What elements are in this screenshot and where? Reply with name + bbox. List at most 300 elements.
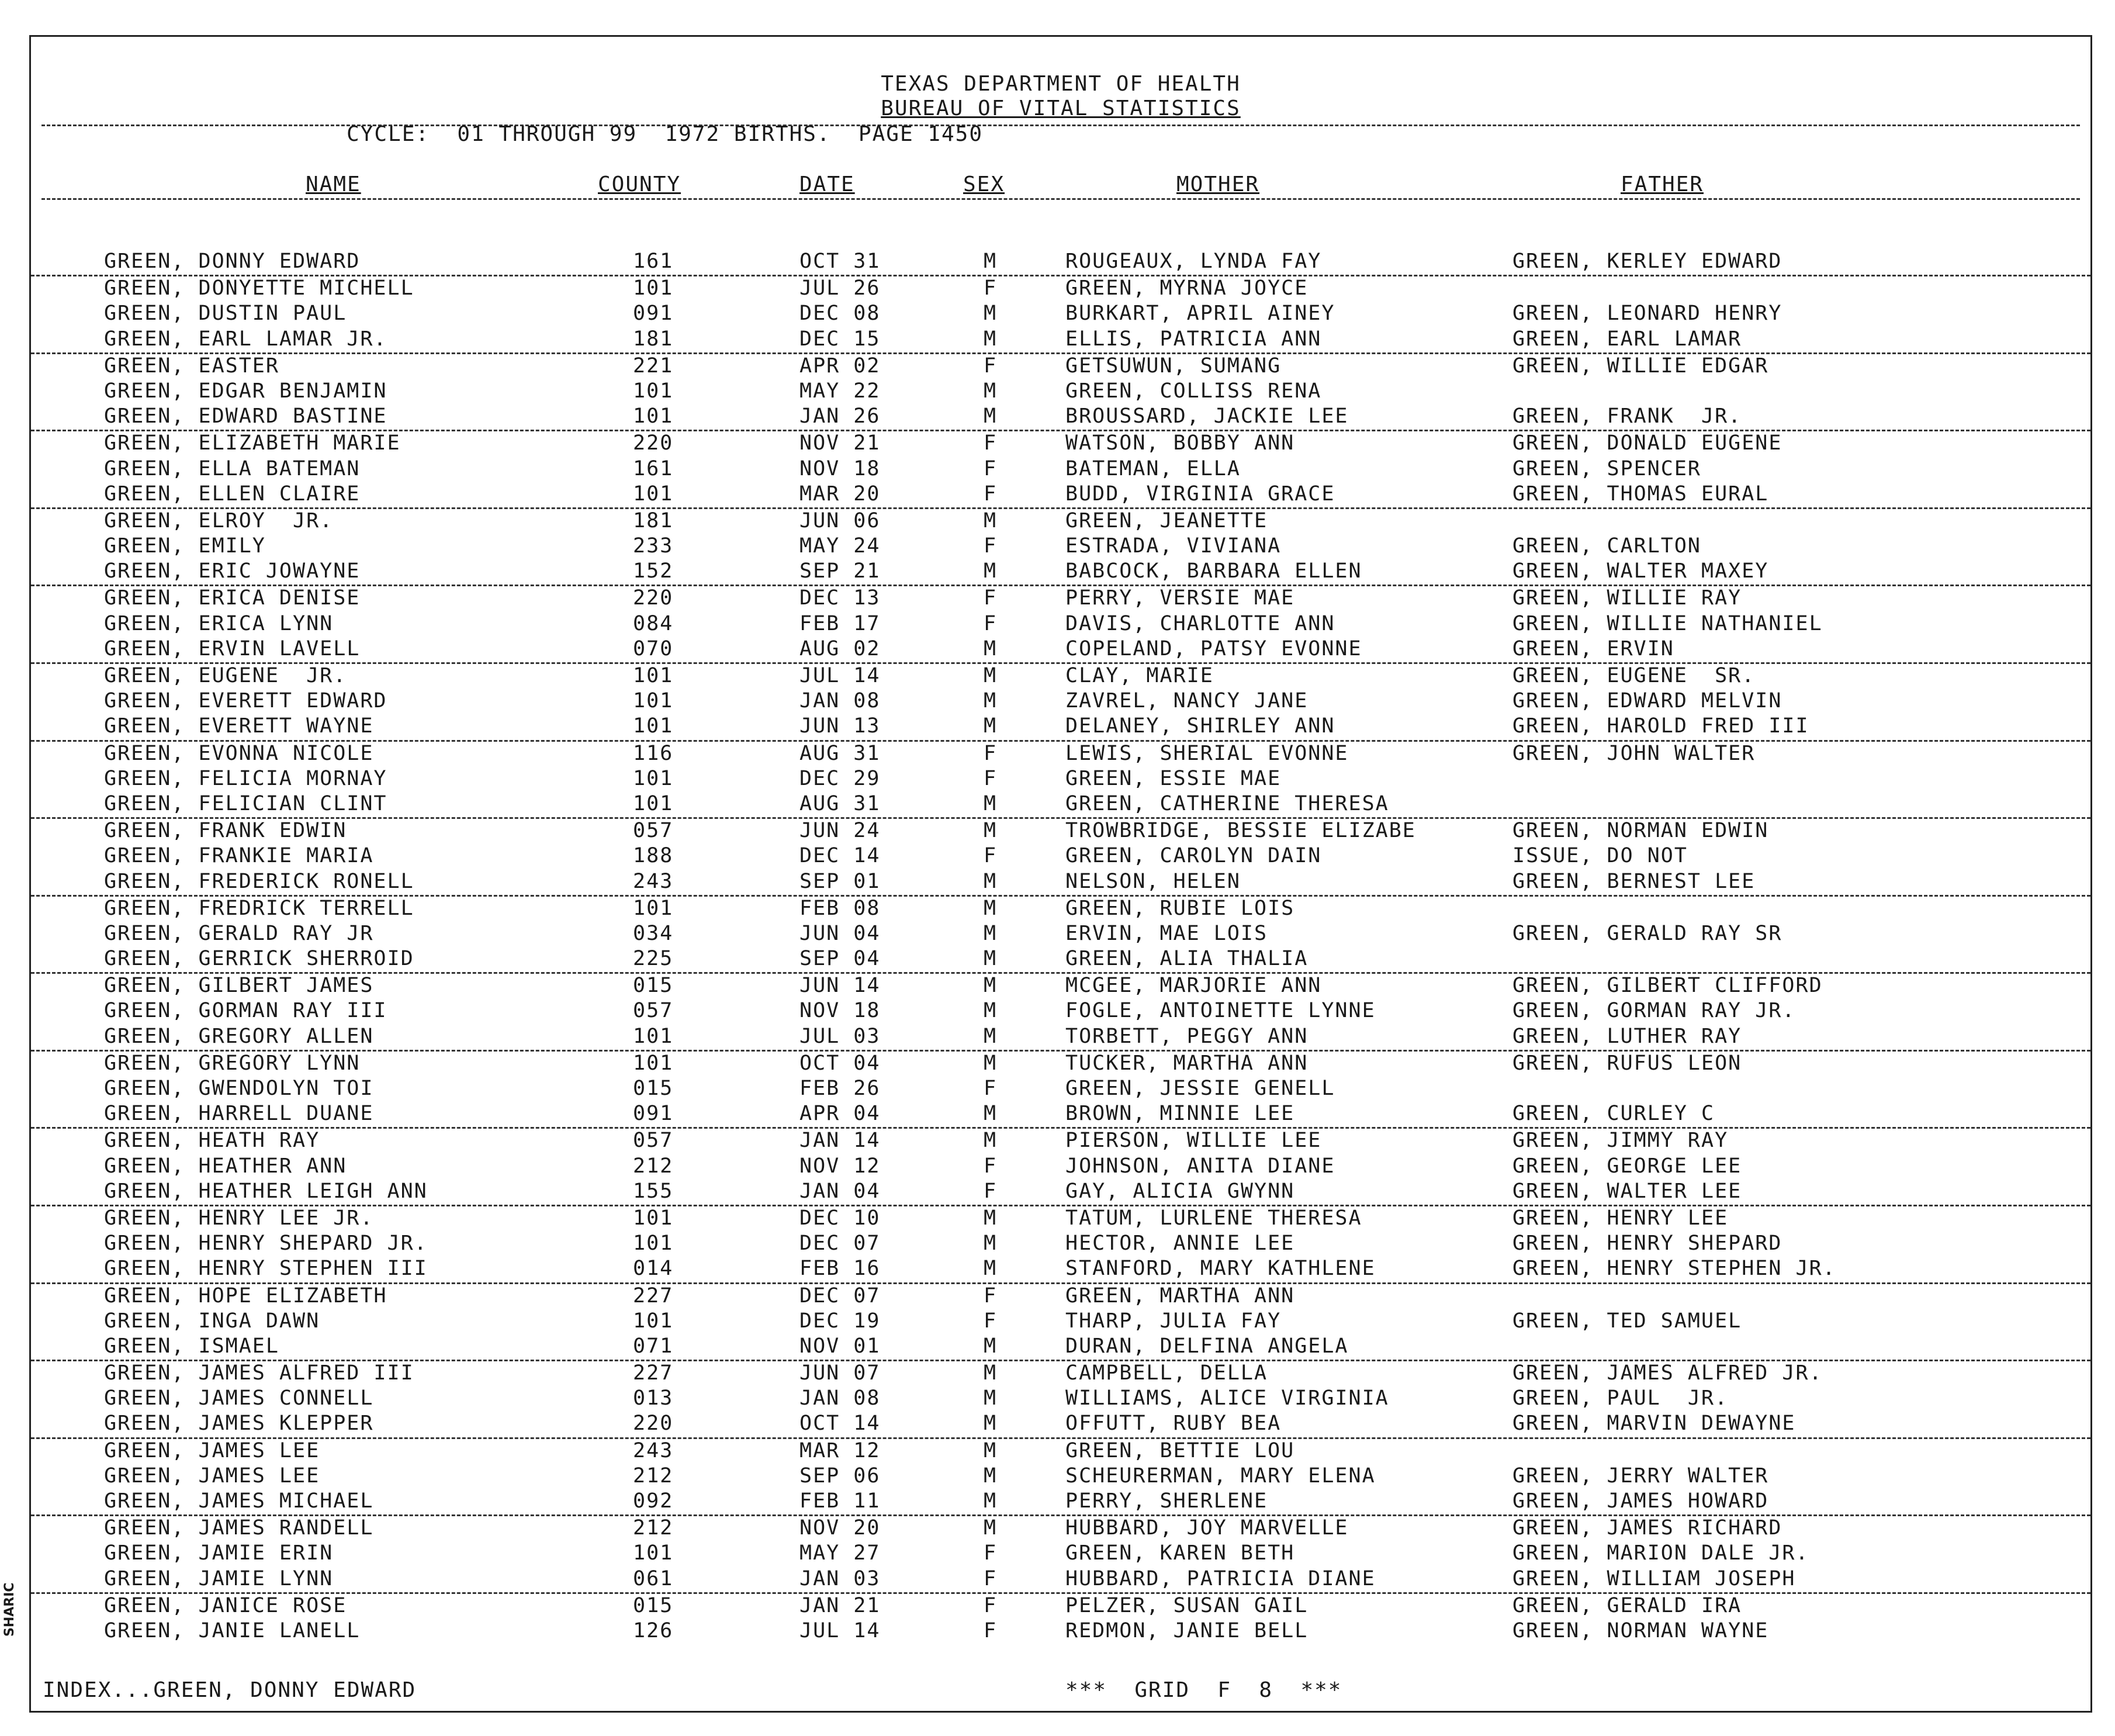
record-county: 101 — [633, 482, 674, 506]
record-sex: M — [984, 664, 998, 687]
record-row — [31, 302, 2090, 327]
record-date: NOV 18 — [799, 457, 881, 480]
record-name: GREEN, ERICA LYNN — [104, 611, 334, 635]
record-row — [31, 1257, 2090, 1284]
record-mother: GREEN, ALIA THALIA — [1065, 947, 1309, 971]
record-name: GREEN, EDWARD BASTINE — [104, 404, 387, 428]
record-sex: M — [984, 819, 998, 843]
record-mother: TATUM, LURLENE THERESA — [1065, 1206, 1362, 1230]
record-mother: TROWBRIDGE, BESSIE ELIZABE — [1065, 819, 1416, 843]
record-mother: DURAN, DELFINA ANGELA — [1065, 1334, 1349, 1358]
record-mother: HUBBARD, PATRICIA DIANE — [1065, 1566, 1376, 1590]
record-row — [31, 1361, 2090, 1386]
record-county: 101 — [633, 766, 674, 790]
record-father: GREEN, JIMMY RAY — [1512, 1129, 1729, 1153]
record-county: 233 — [633, 534, 674, 558]
record-father: GREEN, HENRY STEPHEN JR. — [1512, 1257, 1836, 1281]
record-date: MAY 27 — [799, 1541, 881, 1565]
record-county: 057 — [633, 819, 674, 843]
record-sex: F — [984, 1541, 998, 1565]
record-name: GREEN, HENRY STEPHEN III — [104, 1257, 428, 1281]
record-county: 243 — [633, 1438, 674, 1462]
record-mother: GREEN, MARTHA ANN — [1065, 1284, 1295, 1308]
record-name: GREEN, FELICIA MORNAY — [104, 766, 387, 790]
record-mother: GREEN, ESSIE MAE — [1065, 766, 1282, 790]
record-row — [31, 1594, 2090, 1619]
record-mother: GREEN, CATHERINE THERESA — [1065, 791, 1389, 815]
record-county: 084 — [633, 611, 674, 635]
record-row — [31, 1309, 2090, 1334]
record-mother: DELANEY, SHIRLEY ANN — [1065, 714, 1335, 738]
record-father: GREEN, JAMES HOWARD — [1512, 1489, 1769, 1513]
record-mother: COPELAND, PATSY EVONNE — [1065, 637, 1362, 660]
record-date: AUG 02 — [799, 637, 881, 660]
record-row — [31, 1154, 2090, 1180]
record-mother: GETSUWUN, SUMANG — [1065, 354, 1282, 378]
record-mother: TUCKER, MARTHA ANN — [1065, 1051, 1309, 1075]
record-sex: F — [984, 844, 998, 868]
record-name: GREEN, GILBERT JAMES — [104, 974, 374, 998]
record-date: JUL 03 — [799, 1024, 881, 1048]
record-father: ISSUE, DO NOT — [1512, 844, 1688, 868]
record-mother: WILLIAMS, ALICE VIRGINIA — [1065, 1386, 1389, 1410]
record-name: GREEN, EARL LAMAR JR. — [104, 327, 387, 351]
record-date: NOV 18 — [799, 999, 881, 1023]
record-county: 220 — [633, 431, 674, 455]
record-sex: M — [984, 559, 998, 583]
record-name: GREEN, GREGORY ALLEN — [104, 1024, 374, 1048]
record-county: 101 — [633, 379, 674, 403]
footer-grid: *** GRID F 8 *** — [1065, 1678, 1342, 1702]
record-mother: STANFORD, MARY KATHLENE — [1065, 1257, 1376, 1281]
record-row — [31, 767, 2090, 792]
record-name: GREEN, JAMES CONNELL — [104, 1386, 374, 1410]
record-name: GREEN, GWENDOLYN TOI — [104, 1077, 374, 1100]
record-sex: M — [984, 1257, 998, 1281]
record-father: GREEN, DONALD EUGENE — [1512, 431, 1782, 455]
record-father: GREEN, JERRY WALTER — [1512, 1464, 1769, 1488]
record-sex: F — [984, 1619, 998, 1642]
record-father: GREEN, HENRY SHEPARD — [1512, 1232, 1782, 1256]
record-sex: M — [984, 869, 998, 893]
record-sex: M — [984, 1232, 998, 1256]
record-county: 091 — [633, 302, 674, 326]
record-mother: GREEN, CAROLYN DAIN — [1065, 844, 1322, 868]
record-county: 101 — [633, 276, 674, 300]
record-sex: M — [984, 1129, 998, 1153]
record-sex: M — [984, 1464, 998, 1488]
record-name: GREEN, JAMES ALFRED III — [104, 1361, 414, 1385]
record-county: 034 — [633, 921, 674, 945]
record-row — [31, 947, 2090, 974]
column-header-mother: MOTHER — [1176, 172, 1260, 196]
record-sex: F — [984, 1566, 998, 1590]
record-county: 013 — [633, 1386, 674, 1410]
record-county: 092 — [633, 1489, 674, 1513]
record-name: GREEN, ERICA DENISE — [104, 586, 361, 610]
record-county: 101 — [633, 1541, 674, 1565]
record-sex: M — [984, 379, 998, 403]
record-sex: F — [984, 586, 998, 610]
record-row — [31, 534, 2090, 559]
record-mother: CLAY, MARIE — [1065, 664, 1214, 687]
record-name: GREEN, GERALD RAY JR — [104, 921, 374, 945]
record-name: GREEN, DONNY EDWARD — [104, 250, 361, 273]
record-mother: PELZER, SUSAN GAIL — [1065, 1593, 1309, 1617]
record-father: GREEN, TED SAMUEL — [1512, 1309, 1742, 1333]
record-row — [31, 276, 2090, 302]
record-mother: PERRY, SHERLENE — [1065, 1489, 1268, 1513]
record-sex: M — [984, 1334, 998, 1358]
record-name: GREEN, ERIC JOWAYNE — [104, 559, 361, 583]
record-name: GREEN, FRANK EDWIN — [104, 819, 347, 843]
record-sex: M — [984, 1412, 998, 1436]
record-father: GREEN, JAMES ALFRED JR. — [1512, 1361, 1823, 1385]
record-name: GREEN, JAMES RANDELL — [104, 1516, 374, 1540]
record-county: 161 — [633, 457, 674, 480]
record-county: 243 — [633, 869, 674, 893]
record-county: 015 — [633, 974, 674, 998]
record-row — [31, 1129, 2090, 1154]
record-father: GREEN, EUGENE SR. — [1512, 664, 1756, 687]
record-date: DEC 07 — [799, 1232, 881, 1256]
record-county: 212 — [633, 1516, 674, 1540]
record-county: 101 — [633, 714, 674, 738]
record-father: GREEN, WILLIE RAY — [1512, 586, 1742, 610]
record-date: SEP 04 — [799, 947, 881, 971]
record-row — [31, 1516, 2090, 1541]
record-sex: M — [984, 999, 998, 1023]
record-date: DEC 15 — [799, 327, 881, 351]
record-county: 057 — [633, 999, 674, 1023]
record-name: GREEN, ISMAEL — [104, 1334, 279, 1358]
record-date: FEB 26 — [799, 1077, 881, 1100]
record-name: GREEN, HENRY LEE JR. — [104, 1206, 374, 1230]
record-name: GREEN, FREDRICK TERRELL — [104, 896, 414, 920]
record-row — [31, 1464, 2090, 1489]
record-county: 101 — [633, 664, 674, 687]
record-county: 101 — [633, 1024, 674, 1048]
record-row — [31, 1386, 2090, 1412]
record-sex: M — [984, 509, 998, 532]
record-date: APR 02 — [799, 354, 881, 378]
record-sex: F — [984, 1593, 998, 1617]
record-name: GREEN, JAMIE LYNN — [104, 1566, 334, 1590]
record-sex: M — [984, 1024, 998, 1048]
record-father: GREEN, WALTER MAXEY — [1512, 559, 1769, 583]
record-row — [31, 250, 2090, 276]
record-sex: M — [984, 714, 998, 738]
record-county: 227 — [633, 1284, 674, 1308]
record-date: JAN 04 — [799, 1179, 881, 1203]
record-row — [31, 1232, 2090, 1257]
record-date: JUN 14 — [799, 974, 881, 998]
record-row — [31, 1102, 2090, 1129]
record-date: DEC 08 — [799, 302, 881, 326]
record-date: OCT 04 — [799, 1051, 881, 1075]
record-mother: BROUSSARD, JACKIE LEE — [1065, 404, 1349, 428]
record-row — [31, 457, 2090, 482]
record-father: GREEN, HENRY LEE — [1512, 1206, 1729, 1230]
record-name: GREEN, INGA DAWN — [104, 1309, 320, 1333]
record-date: FEB 08 — [799, 896, 881, 920]
record-father: GREEN, HAROLD FRED III — [1512, 714, 1809, 738]
record-sex: M — [984, 1489, 998, 1513]
record-mother: GREEN, JESSIE GENELL — [1065, 1077, 1335, 1100]
record-date: SEP 06 — [799, 1464, 881, 1488]
record-row — [31, 1284, 2090, 1309]
record-county: 071 — [633, 1334, 674, 1358]
column-header-county: COUNTY — [598, 172, 681, 196]
record-row — [31, 999, 2090, 1024]
record-name: GREEN, ELROY JR. — [104, 509, 334, 532]
record-date: NOV 21 — [799, 431, 881, 455]
record-father: GREEN, GERALD IRA — [1512, 1593, 1742, 1617]
record-county: 116 — [633, 741, 674, 765]
record-county: 220 — [633, 1412, 674, 1436]
record-date: JUN 04 — [799, 921, 881, 945]
record-date: MAY 24 — [799, 534, 881, 558]
record-row — [31, 354, 2090, 379]
record-mother: GREEN, JEANETTE — [1065, 509, 1268, 532]
record-name: GREEN, HENRY SHEPARD JR. — [104, 1232, 428, 1256]
record-mother: OFFUTT, RUBY BEA — [1065, 1412, 1282, 1436]
record-row — [31, 1180, 2090, 1206]
record-name: GREEN, JANIE LANELL — [104, 1619, 361, 1642]
record-county: 101 — [633, 1232, 674, 1256]
record-row — [31, 637, 2090, 664]
record-father: GREEN, ERVIN — [1512, 637, 1674, 660]
record-father: GREEN, BERNEST LEE — [1512, 869, 1756, 893]
record-name: GREEN, EUGENE JR. — [104, 664, 347, 687]
record-county: 181 — [633, 327, 674, 351]
record-father: GREEN, MARVIN DEWAYNE — [1512, 1412, 1796, 1436]
record-date: NOV 01 — [799, 1334, 881, 1358]
record-row — [31, 870, 2090, 897]
record-father: GREEN, SPENCER — [1512, 457, 1702, 480]
record-mother: ZAVREL, NANCY JANE — [1065, 689, 1309, 713]
record-row — [31, 689, 2090, 714]
record-sex: F — [984, 431, 998, 455]
record-mother: GREEN, BETTIE LOU — [1065, 1438, 1295, 1462]
record-date: JAN 08 — [799, 1386, 881, 1410]
record-county: 015 — [633, 1077, 674, 1100]
record-mother: LEWIS, SHERIAL EVONNE — [1065, 741, 1349, 765]
record-father: GREEN, EARL LAMAR — [1512, 327, 1742, 351]
record-date: DEC 13 — [799, 586, 881, 610]
record-sex: M — [984, 1361, 998, 1385]
record-sex: M — [984, 1438, 998, 1462]
record-county: 212 — [633, 1154, 674, 1178]
record-row — [31, 897, 2090, 922]
record-mother: CAMPBELL, DELLA — [1065, 1361, 1268, 1385]
record-mother: MCGEE, MARJORIE ANN — [1065, 974, 1322, 998]
record-mother: HECTOR, ANNIE LEE — [1065, 1232, 1295, 1256]
record-father: GREEN, GERALD RAY SR — [1512, 921, 1782, 945]
record-father: GREEN, GEORGE LEE — [1512, 1154, 1742, 1178]
record-mother: PERRY, VERSIE MAE — [1065, 586, 1295, 610]
record-sex: M — [984, 404, 998, 428]
bureau-title: BUREAU OF VITAL STATISTICS — [881, 96, 1241, 120]
record-row — [31, 1412, 2090, 1438]
record-county: 221 — [633, 354, 674, 378]
record-mother: ELLIS, PATRICIA ANN — [1065, 327, 1322, 351]
record-county: 212 — [633, 1464, 674, 1488]
record-sex: F — [984, 276, 998, 300]
record-sex: M — [984, 791, 998, 815]
record-date: DEC 14 — [799, 844, 881, 868]
record-sex: F — [984, 457, 998, 480]
record-name: GREEN, DUSTIN PAUL — [104, 302, 347, 326]
record-name: GREEN, EVERETT WAYNE — [104, 714, 374, 738]
record-father: GREEN, KERLEY EDWARD — [1512, 250, 1782, 273]
record-father: GREEN, LUTHER RAY — [1512, 1024, 1742, 1048]
record-county: 061 — [633, 1566, 674, 1590]
record-county: 227 — [633, 1361, 674, 1385]
column-header-name: NAME — [306, 172, 361, 196]
record-name: GREEN, EASTER — [104, 354, 279, 378]
record-name: GREEN, GORMAN RAY III — [104, 999, 387, 1023]
record-mother: GREEN, MYRNA JOYCE — [1065, 276, 1309, 300]
record-row — [31, 612, 2090, 637]
record-father: GREEN, RUFUS LEON — [1512, 1051, 1742, 1075]
cycle-line: CYCLE: 01 THROUGH 99 1972 BIRTHS. PAGE 1450 — [347, 122, 983, 146]
record-row — [31, 742, 2090, 767]
record-sex: M — [984, 1516, 998, 1540]
record-father: GREEN, JAMES RICHARD — [1512, 1516, 1782, 1540]
record-row — [31, 1567, 2090, 1594]
record-father: GREEN, EDWARD MELVIN — [1512, 689, 1782, 713]
record-row — [31, 1541, 2090, 1566]
record-sex: M — [984, 689, 998, 713]
record-name: GREEN, HEATHER LEIGH ANN — [104, 1179, 428, 1203]
record-mother: PIERSON, WILLIE LEE — [1065, 1129, 1322, 1153]
record-sex: F — [984, 1154, 998, 1178]
record-name: GREEN, HEATH RAY — [104, 1129, 320, 1153]
record-mother: ROUGEAUX, LYNDA FAY — [1065, 250, 1322, 273]
record-county: 101 — [633, 1309, 674, 1333]
record-date: OCT 31 — [799, 250, 881, 273]
record-date: JUN 06 — [799, 509, 881, 532]
record-father: GREEN, GORMAN RAY JR. — [1512, 999, 1796, 1023]
record-row — [31, 1489, 2090, 1516]
record-date: MAR 20 — [799, 482, 881, 506]
column-header-sex: SEX — [963, 172, 1005, 196]
record-row — [31, 1619, 2090, 1644]
record-name: GREEN, HARRELL DUANE — [104, 1102, 374, 1126]
record-row — [31, 714, 2090, 741]
record-county: 014 — [633, 1257, 674, 1281]
record-name: GREEN, JAMES LEE — [104, 1438, 320, 1462]
record-sex: M — [984, 1206, 998, 1230]
record-date: JAN 26 — [799, 404, 881, 428]
record-mother: GAY, ALICIA GWYNN — [1065, 1179, 1295, 1203]
record-sex: M — [984, 947, 998, 971]
record-sex: F — [984, 482, 998, 506]
record-father: GREEN, CARLTON — [1512, 534, 1702, 558]
record-date: JAN 14 — [799, 1129, 881, 1153]
record-row — [31, 1052, 2090, 1077]
record-name: GREEN, FREDERICK RONELL — [104, 869, 414, 893]
record-county: 101 — [633, 1051, 674, 1075]
record-mother: SCHEURERMAN, MARY ELENA — [1065, 1464, 1376, 1488]
record-row — [31, 586, 2090, 611]
record-county: 181 — [633, 509, 674, 532]
record-father: GREEN, GILBERT CLIFFORD — [1512, 974, 1823, 998]
record-county: 188 — [633, 844, 674, 868]
record-date: JAN 21 — [799, 1593, 881, 1617]
record-name: GREEN, JAMES LEE — [104, 1464, 320, 1488]
record-date: DEC 10 — [799, 1206, 881, 1230]
record-date: MAY 22 — [799, 379, 881, 403]
record-date: DEC 29 — [799, 766, 881, 790]
record-sex: M — [984, 302, 998, 326]
record-mother: TORBETT, PEGGY ANN — [1065, 1024, 1309, 1048]
column-header-father: FATHER — [1621, 172, 1704, 196]
record-row — [31, 327, 2090, 354]
record-row — [31, 559, 2090, 586]
record-name: GREEN, ELIZABETH MARIE — [104, 431, 401, 455]
record-county: 101 — [633, 791, 674, 815]
record-date: JUL 26 — [799, 276, 881, 300]
record-county: 220 — [633, 586, 674, 610]
record-sex: M — [984, 1102, 998, 1126]
record-county: 101 — [633, 689, 674, 713]
record-father: GREEN, WILLIE NATHANIEL — [1512, 611, 1823, 635]
record-date: JAN 08 — [799, 689, 881, 713]
record-name: GREEN, FRANKIE MARIA — [104, 844, 374, 868]
record-mother: BROWN, MINNIE LEE — [1065, 1102, 1295, 1126]
record-date: AUG 31 — [799, 791, 881, 815]
record-date: JAN 03 — [799, 1566, 881, 1590]
record-row — [31, 1025, 2090, 1052]
record-mother: BURKART, APRIL AINEY — [1065, 302, 1335, 326]
record-mother: WATSON, BOBBY ANN — [1065, 431, 1295, 455]
record-name: GREEN, EDGAR BENJAMIN — [104, 379, 387, 403]
record-county: 015 — [633, 1593, 674, 1617]
record-mother: GREEN, KAREN BETH — [1065, 1541, 1295, 1565]
record-date: NOV 20 — [799, 1516, 881, 1540]
record-mother: GREEN, RUBIE LOIS — [1065, 896, 1295, 920]
record-sex: M — [984, 1386, 998, 1410]
record-date: JUN 24 — [799, 819, 881, 843]
record-father: GREEN, JOHN WALTER — [1512, 741, 1756, 765]
record-mother: BUDD, VIRGINIA GRACE — [1065, 482, 1335, 506]
record-date: NOV 12 — [799, 1154, 881, 1178]
record-mother: BATEMAN, ELLA — [1065, 457, 1241, 480]
record-name: GREEN, ELLA BATEMAN — [104, 457, 361, 480]
record-date: DEC 19 — [799, 1309, 881, 1333]
record-name: GREEN, JAMES MICHAEL — [104, 1489, 374, 1513]
record-row — [31, 844, 2090, 869]
record-sex: F — [984, 1077, 998, 1100]
record-row — [31, 792, 2090, 819]
record-sex: F — [984, 1309, 998, 1333]
record-county: 152 — [633, 559, 674, 583]
record-date: APR 04 — [799, 1102, 881, 1126]
record-name: GREEN, ELLEN CLAIRE — [104, 482, 361, 506]
record-mother: HUBBARD, JOY MARVELLE — [1065, 1516, 1349, 1540]
record-date: SEP 01 — [799, 869, 881, 893]
column-header-date: DATE — [799, 172, 855, 196]
record-name: GREEN, GERRICK SHERROID — [104, 947, 414, 971]
record-mother: BABCOCK, BARBARA ELLEN — [1065, 559, 1362, 583]
record-name: GREEN, ERVIN LAVELL — [104, 637, 361, 660]
record-date: SEP 21 — [799, 559, 881, 583]
record-name: GREEN, JANICE ROSE — [104, 1593, 347, 1617]
record-county: 091 — [633, 1102, 674, 1126]
record-date: FEB 17 — [799, 611, 881, 635]
